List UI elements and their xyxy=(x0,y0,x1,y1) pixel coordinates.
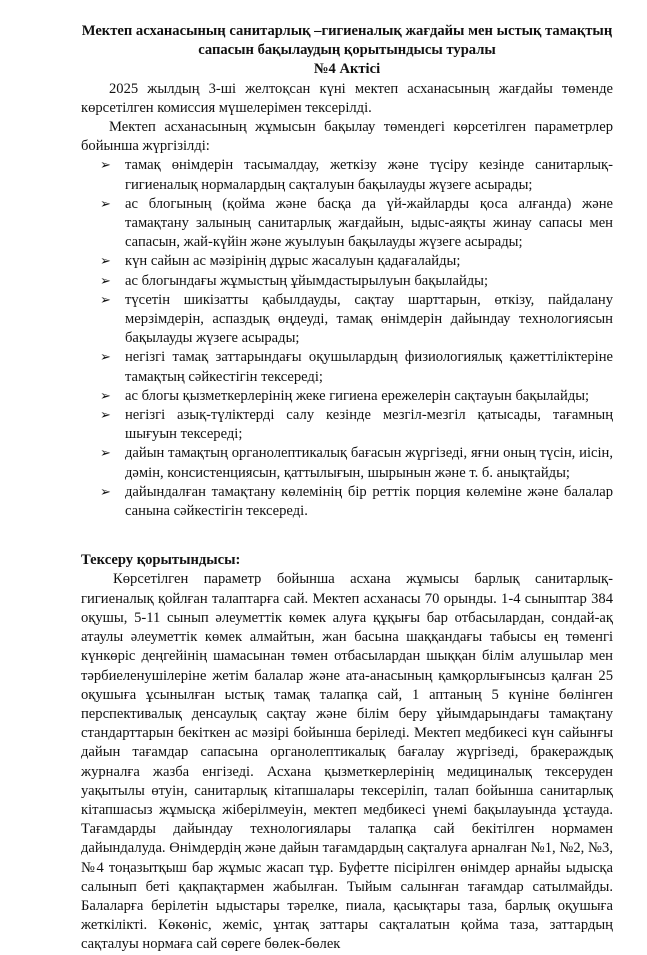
arrowhead-bullet-icon: ➢ xyxy=(100,292,111,308)
results-heading: Тексеру қорытындысы: xyxy=(81,552,241,569)
arrowhead-bullet-icon: ➢ xyxy=(100,408,111,424)
list-item: ➢ дайындалған тамақтану көлемінің бір реттік порция көлеміне және балалар санына сәйкестігін тексереді. xyxy=(100,483,613,520)
list-item: ➢ дайын тамақтың органолептикалық бағасын жүргізеді, яғни оның түсін, иісін, дәмін, консистенциясын, қаттылығын, шырынын және т. б. анықтайды; xyxy=(100,445,613,481)
arrowhead-bullet-icon: ➢ xyxy=(100,158,111,174)
list-item: ➢ тамақ өнімдерін тасымалдау, жеткізу және түсіру кезінде санитарлық-гигиеналық нормалардың сақталуын бақылауды жүзеге асырады; xyxy=(100,157,613,193)
list-item: ➢ негізгі азық-түліктерді салу кезінде мезгіл-мезгіл қатысады, тағамның шығуын тексереді; xyxy=(100,407,613,443)
arrowhead-bullet-icon: ➢ xyxy=(100,273,111,289)
list-item: ➢ негізгі тамақ заттарындағы оқушылардың физиологиялық қажеттіліктеріне тамақтың сәйкестігін тексереді; xyxy=(100,349,613,385)
list-item: ➢ ас блогының (қойма және басқа да үй-жайларды қоса алғанда) және тамақтану залының санитарлық жағдайын, ыдыс-аяқты жинау сапасы мен сапасын, жай-күйін және жуылуын бақылауды жүзеге асырады; xyxy=(100,195,613,251)
arrowhead-bullet-icon: ➢ xyxy=(100,484,111,500)
arrowhead-bullet-icon: ➢ xyxy=(100,388,111,404)
list-item: ➢ ас блогындағы жұмыстың ұйымдастырылуын бақылайды; xyxy=(125,272,613,291)
arrowhead-bullet-icon: ➢ xyxy=(100,196,111,212)
document-title-line-1: Мектеп асханасының санитарлық –гигиеналық жағдайы мен ыстық тамақтың xyxy=(81,23,613,39)
list-item: ➢ түсетін шикізатты қабылдауды, сақтау шарттарын, өткізу, пайдалану мерзімдерін, аспаздық өңдеуді, тамақ өнімдерін дайындау технологиясын бақылауды жүзеге асырады; xyxy=(100,291,613,347)
document-title-act-number: №4 Актісі xyxy=(313,61,381,78)
document-title-line-2: сапасын бақылаудың қорытындысы туралы xyxy=(198,42,496,59)
list-item: ➢ ас блогы қызметкерлерінің жеке гигиена ережелерін сақтауын бақылайды; xyxy=(125,387,613,406)
arrowhead-bullet-icon: ➢ xyxy=(100,254,111,270)
results-paragraph: Көрсетілген параметр бойынша асхана жұмысы барлық санитарлық-гигиеналық қойлған талаптарға сай. Мектеп асханасы 70 орынды. 1-4 сыныптар 384 оқушы, 5-11 сынып әлеуметтік көмек алуға құқығы бар отбасылардан, сондай-ақ атаулы әлеуметтік көмек алмайтын, жан басына шаққандағы табысы ең төменгі күнкөріс деңгейінің шамасынан төмен отбасылардан шыққан білім алушылар мен тәрбиеленушілеріне жетім балалар және ата-анасының қамқорлығынсыз қалған 25 оқушыға ұсынылған ыстық тамақ талапқа сай, 1 аптаның 5 күніне бөлінген перспективалық денсаулық сақтау және білім беру ұйымдарындағы тамақтану стандарттарын бекіткен ас мәзірі бойынша беріледі. Мектеп медбикесі күн сайынғы дайын тағамдар сапасына органолептикалық бағалау жүргізеді, бракераждық журналға жазба енгізеді. Асхана қызметкерлерінің медициналық тексеруден уақытылы өтуін, санитарлық кітапшалары тексеріліп, талап бойынша санитарлық кітапшасыз жұмысқа жіберілмеуін, мектеп медбикесі үнемі бақылауында ұстауда. Тағамдарды дайындау технологиялары талапқа сай бекітілген нормамен дайындалуда. Өнімдердің және дайын тағамдардың сақталуға арналған №1, №2, №3, №4 тоңазытқыш бар жұмыс жасап тұр. Буфетте пісірілген өнімдер арнайы ыдысқа салынып беті қақпақтармен жабылған. Тыйым салынған тағамдар сатылмайды. Балаларға берілетін ыдыстары тәрелке, пиала, қасықтары таза, барлық оқушыға жеткілікті. Көкөніс, жеміс, ұнтақ заттары сақталатын қойма таза, заттардың сақталуы нормаға сай сөреге бөлек-бөлек xyxy=(81,571,613,953)
arrowhead-bullet-icon: ➢ xyxy=(100,350,111,366)
parameters-list xyxy=(81,156,613,521)
parameters-intro-paragraph: Мектеп асханасының жұмысын бақылау төмендегі көрсетілген параметрлер бойынша жүргізілді: xyxy=(81,119,613,155)
list-item: ➢ күн сайын ас мәзірінің дұрыс жасалуын қадағалайды; xyxy=(125,252,613,271)
document-page xyxy=(81,22,613,955)
arrowhead-bullet-icon: ➢ xyxy=(100,446,111,462)
intro-paragraph: 2025 жылдың 3-ші желтоқсан күні мектеп асханасының жағдайы төменде көрсетілген комиссия мүшелерімен тексерілді. xyxy=(81,80,613,116)
